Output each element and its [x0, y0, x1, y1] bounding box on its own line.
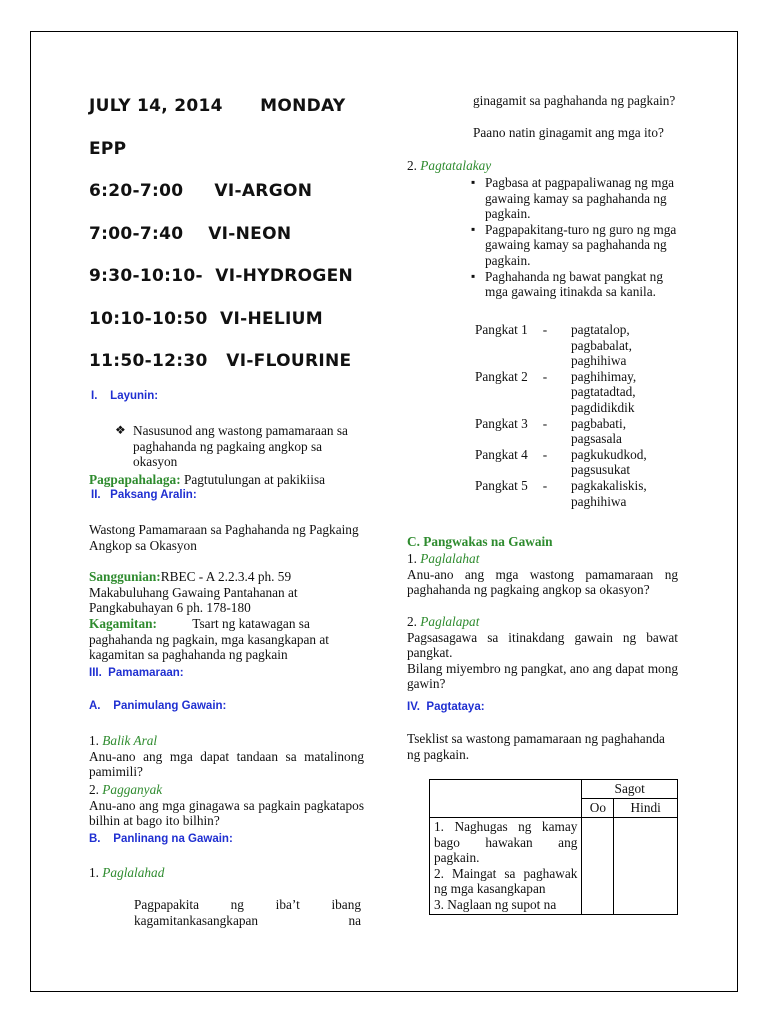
- pangkat-activity: pagdidikdik: [571, 399, 635, 415]
- pagpapahalaga: [89, 472, 364, 488]
- pagtatalakay: [407, 158, 678, 174]
- pagganyak: [89, 782, 364, 829]
- schedule-line: 6:20-7:00 VI-ARGON: [89, 181, 313, 201]
- balik-aral-num: 1.: [89, 733, 103, 748]
- table-cell-hindi[interactable]: [614, 818, 678, 915]
- layunin-item: [115, 423, 365, 470]
- pagganyak-text: Anu-ano ang mga ginagawa sa pagkain pagkatapos bilhin at bago ito bilhin?: [89, 797, 364, 829]
- list-item: ▪ Paghahanda ng bawat pangkat ng mga gawaing itinakda sa kanila.: [471, 269, 678, 300]
- table-cell-item: [430, 818, 582, 915]
- pangkat-name: Pangkat 2: [475, 368, 528, 384]
- kagamitan-label: Kagamitan:: [89, 616, 157, 631]
- pangkat-list: [475, 322, 675, 509]
- kagamitan: [89, 616, 364, 663]
- paglalahat-text: Anu-ano ang mga wastong pamamaraan ng paghahanda ng pagkaing angkop sa okasyon?: [407, 566, 678, 598]
- section-paksang-title: II. Paksang Aralin:: [91, 489, 197, 501]
- sanggunian: [89, 569, 364, 616]
- continued-text: ginagamit sa paghahanda ng pagkain?: [473, 93, 676, 108]
- schedule-line: 7:00-7:40 VI-NEON: [89, 224, 292, 244]
- schedule-line: 9:30-10:10- VI-HYDROGEN: [89, 266, 354, 286]
- table-cell-oo[interactable]: [582, 818, 614, 915]
- table-empty-header: [430, 799, 582, 818]
- checklist-item: 2. Maingat sa paghawak ng mga kasangkapan: [434, 865, 578, 897]
- pangkat-dash: -: [542, 322, 548, 337]
- subsection-pangwakas-title: C. Pangwakas na Gawain: [407, 534, 553, 549]
- table-row: [430, 818, 678, 915]
- pagpapahalaga-text: Pagtutulungan at pakikiisa: [180, 472, 326, 487]
- list-item: ▪ Pagbasa at pagpapaliwanag ng mga gawaing kamay sa paghahanda ng pagkain.: [471, 175, 678, 222]
- pagganyak-num: 2.: [89, 782, 103, 797]
- checklist-table-wrap: [429, 779, 678, 915]
- pangkat-row: [475, 416, 675, 447]
- kagamitan-text: Tsart ng katawagan sa paghahanda ng pagkain, mga kasangkapan at kagamitan sa paghahanda ng pagkain: [89, 616, 329, 663]
- pangkat-activity: pagkukudkod,: [571, 446, 647, 462]
- section-layunin-title: I. Layunin:: [91, 390, 159, 402]
- diamond-bullet-icon: ❖: [115, 423, 126, 437]
- pangkat-row: [475, 478, 675, 509]
- checklist-item: 1. Naghugas ng kamay bago hawakan ang pagkain.: [434, 819, 578, 866]
- pangkat-dash: -: [542, 415, 548, 431]
- balik-aral-text: Anu-ano ang mga dapat tandaan sa matalinong pamimili?: [89, 748, 364, 780]
- paglalahad-num: 1.: [89, 865, 103, 880]
- schedule-line: 10:10-10:50 VI-HELIUM: [89, 309, 323, 329]
- subsection-panimulang-title: A. Panimulang Gawain:: [89, 700, 227, 712]
- pangkat-row: [475, 447, 675, 478]
- paglalahad-text: Pagpapakita ng iba’t ibang kagamitankasangkapan na: [134, 897, 361, 928]
- balik-aral-label: Balik Aral: [102, 733, 158, 748]
- pangkat-dash: -: [542, 477, 548, 493]
- paglalapat: [407, 614, 678, 692]
- paglalapat-text2: Bilang miyembro ng pangkat, ano ang dapat mong gawin?: [407, 660, 678, 692]
- sanggunian-label: Sanggunian:: [89, 569, 161, 584]
- section-pagtataya-title: IV. Pagtataya:: [407, 701, 485, 713]
- pangkat-activity: paghihiwa: [571, 493, 627, 509]
- pangkat-activity: pagtatalop,: [571, 322, 630, 337]
- sanggunian-text: RBEC - A 2.2.3.4 ph. 59: [160, 569, 292, 584]
- pangkat-dash: -: [542, 368, 548, 384]
- pangkat-activity: pagtatadtad,: [571, 384, 636, 400]
- pangkat-activity: pagbabati,: [571, 415, 627, 431]
- pangkat-activity: paghihimay,: [571, 368, 637, 384]
- paglalahad: [89, 865, 364, 881]
- pangkat-dash: -: [542, 446, 548, 462]
- pagtatalakay-num: 2.: [407, 158, 421, 173]
- paglalahat-label: Paglalahat: [420, 551, 480, 566]
- layunin-text: Nasusunod ang wastong pamamaraan sa paghahanda ng pagkaing angkop sa okasyon: [133, 423, 348, 470]
- paglalapat-text1: Pagsasagawa sa itinakdang gawain ng bawat pangkat.: [407, 629, 678, 661]
- pagtatalakay-label: Pagtatalakay: [420, 158, 492, 173]
- pangkat-activity: pagsasala: [571, 431, 622, 447]
- pangkat-activity: paghihiwa: [571, 353, 627, 369]
- pangkat-row: [475, 369, 675, 416]
- balik-aral: [89, 733, 364, 780]
- date-line: JULY 14, 2014 MONDAY: [89, 96, 346, 116]
- pagtatalakay-list: [471, 175, 678, 300]
- table-empty-header: [430, 780, 582, 799]
- paglalahad-label: Paglalahad: [102, 865, 165, 880]
- paglalahat: [407, 551, 678, 598]
- pagpapahalaga-label: Pagpapahalaga:: [89, 472, 181, 487]
- topic-text: Wastong Pamamaraan sa Paghahanda ng Pagkaing Angkop sa Okasyon: [89, 522, 359, 553]
- table-header-sagot: Sagot: [582, 780, 678, 799]
- checklist-item: 3. Naglaan ng supot na: [434, 896, 557, 912]
- pangkat-row: [475, 322, 675, 369]
- continued-question: Paano natin ginagamit ang mga ito?: [473, 125, 664, 140]
- pangkat-name: Pangkat 3: [475, 415, 528, 431]
- list-item: ▪ Pagpapakitang-turo ng guro ng mga gawaing kamay sa paghahanda ng pagkain.: [471, 222, 678, 269]
- sanggunian-text2: Makabuluhang Gawaing Pantahanan at Pangkabuhayan 6 ph. 178-180: [89, 584, 298, 616]
- pangkat-activity: pagsusukat: [571, 462, 631, 478]
- pangkat-name: Pangkat 4: [475, 446, 528, 462]
- tseklist-text: Tseklist sa wastong pamamaraan ng paghahanda ng pagkain.: [407, 731, 665, 762]
- paglalahat-num: 1.: [407, 551, 421, 566]
- pangkat-name: Pangkat 1: [475, 322, 528, 337]
- paglalapat-num: 2.: [407, 614, 421, 629]
- pangkat-activity: pagbabalat,: [571, 337, 632, 353]
- table-header-oo: Oo: [582, 799, 614, 818]
- table-header-hindi: Hindi: [614, 799, 678, 818]
- paglalapat-label: Paglalapat: [420, 614, 480, 629]
- pangkat-activity: pagkakaliskis,: [571, 477, 647, 493]
- schedule-line: 11:50-12:30 VI-FLOURINE: [89, 351, 352, 371]
- subject-title: EPP: [89, 139, 127, 159]
- pagganyak-label: Pagganyak: [102, 782, 163, 797]
- pangkat-name: Pangkat 5: [475, 477, 528, 493]
- subsection-panlinang-title: B. Panlinang na Gawain:: [89, 833, 233, 845]
- checklist-table: [429, 779, 678, 915]
- section-pamamaraan-title: III. Pamamaraan:: [89, 667, 184, 679]
